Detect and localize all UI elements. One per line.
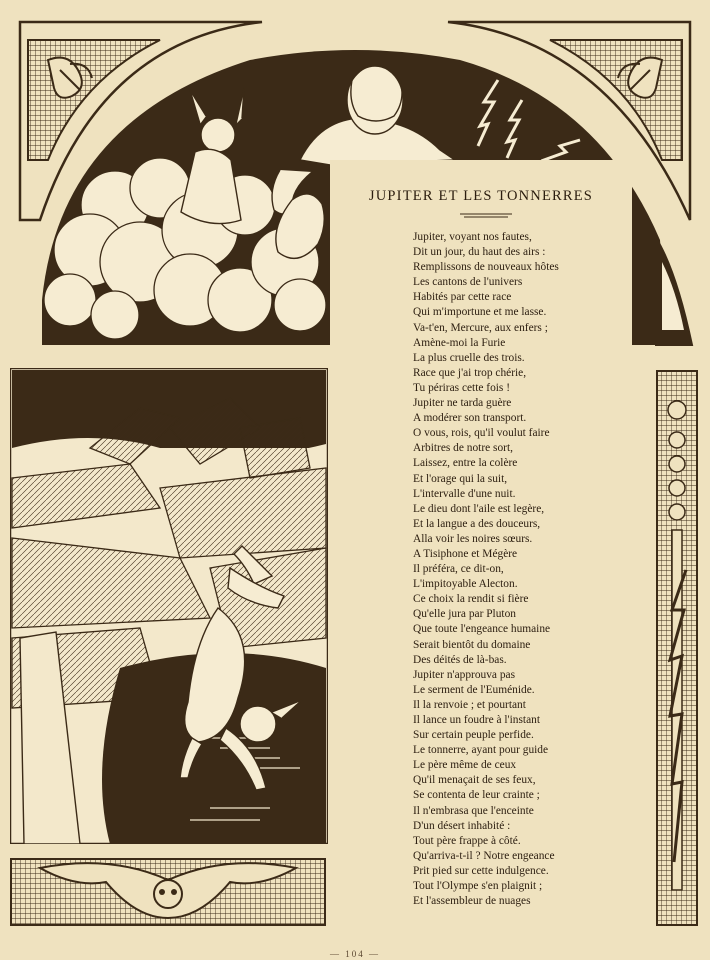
poem-line: Et la langue a des douceurs, [413,517,541,530]
poem-line: O vous, rois, qu'il voulut faire [413,427,550,440]
poem-line: Jupiter n'approuva pas [413,668,516,681]
poem-line: Ce choix la rendit si fière [413,593,529,606]
right-border-ornament [656,370,698,926]
poem-line: L'impitoyable Alecton. [413,578,518,591]
poem-line: Le père même de ceux [413,759,517,772]
poem-line: Va-t'en, Mercure, aux enfers ; [413,321,548,334]
poem-line: Habités par cette race [413,291,512,304]
poem-line: Sur certain peuple perfide. [413,729,534,742]
poem-lines [413,230,559,909]
poem-line: Dit un jour, du haut des airs : [413,246,546,259]
poem-line: L'intervalle d'une nuit. [413,487,516,500]
poem-panel [330,160,632,925]
title-ornament-rule [460,213,512,219]
poem-line: A Tisiphone et Mégère [413,547,518,560]
poem-line: A modérer son transport. [413,412,527,425]
poem-line: Les cantons de l'univers [413,276,523,289]
poem-line: Le dieu dont l'aile est legère, [413,502,545,515]
poem-line: D'un désert inhabité : [413,819,511,832]
poem-line: Tu périras cette fois ! [413,381,511,394]
poem-line: Le tonnerre, ayant pour guide [413,744,549,757]
poem-line: Le serment de l'Euménide. [413,683,535,696]
poem-line: Prit pied sur cette indulgence. [413,864,549,877]
poem-line: Amène-moi la Furie [413,336,506,349]
footer-ornament [10,858,326,926]
poem-line: Arbitres de notre sort, [413,442,513,455]
poem-line: Qu'elle jura par Pluton [413,608,516,621]
poem-line: Tout père frappe à côté. [413,834,521,847]
poem-line: Il la renvoie ; et pourtant [413,698,526,711]
poem-line: Serait bientôt du domaine [413,638,531,651]
poem-line: Il lance un foudre à l'instant [413,714,540,726]
poem-line: Que toute l'engeance humaine [413,623,551,636]
poem-line: Laissez, entre la colère [413,457,518,470]
poem-line: Des déités de là-bas. [413,653,507,666]
poem-line: Remplissons de nouveaux hôtes [413,261,559,274]
poem-line: Tout l'Olympe s'en plaignit ; [413,880,543,893]
poem-line: Jupiter, voyant nos fautes, [413,231,532,243]
poem-line: Race que j'ai trop chérie, [413,366,527,379]
page-number: — 104 — [330,949,380,959]
poem-line: Il préféra, ce dit-on, [413,563,504,576]
poem-line: Jupiter ne tarda guère [413,397,512,410]
poem-line: Se contenta de leur crainte ; [413,789,540,802]
poem-line: Alla voir les noires sœurs. [413,532,533,545]
poem-line: Qui m'importune et me lasse. [413,306,547,319]
mercury-descending-illustration [10,368,328,844]
poem-line: Qu'il menaçait de ses feux, [413,774,536,787]
poem-line: Et l'orage qui la suit, [413,472,508,485]
poem-line: La plus cruelle des trois. [413,351,525,364]
poem-line: Il n'embrasa que l'enceinte [413,804,534,817]
poem-line: Qu'arriva-t-il ? Notre engeance [413,849,555,862]
poem-line: Et l'assembleur de nuages [413,895,531,908]
poem-title: JUPITER ET LES TONNERRES [368,188,594,204]
